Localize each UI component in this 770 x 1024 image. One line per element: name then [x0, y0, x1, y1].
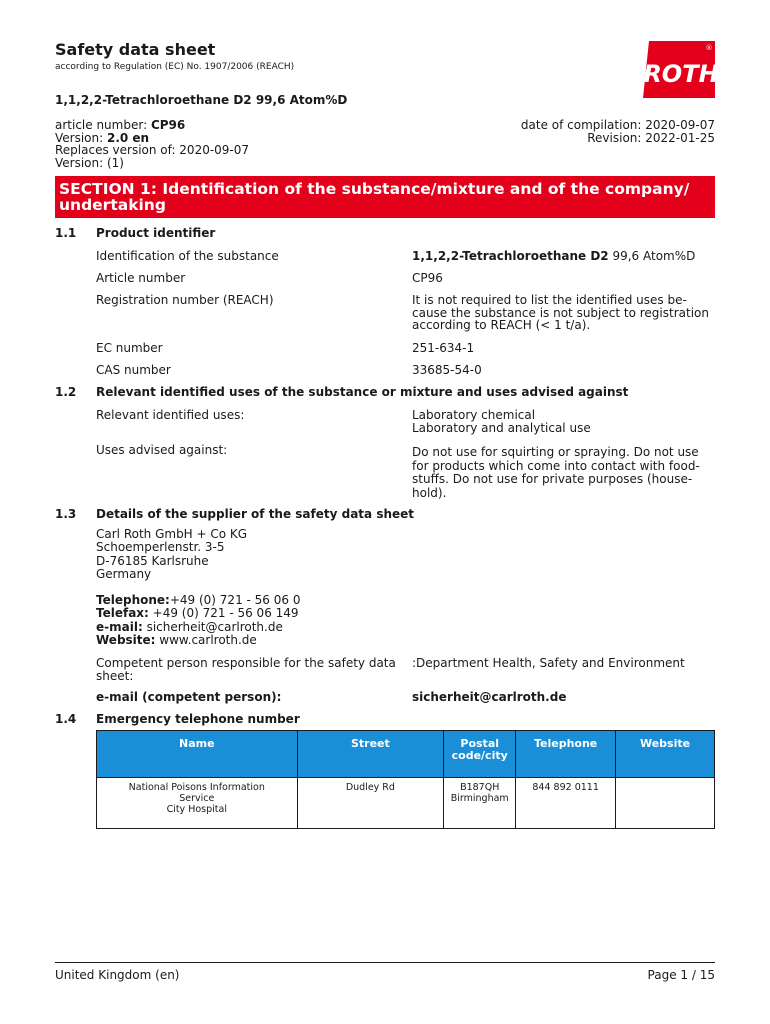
- label-line: sheet:: [96, 668, 134, 683]
- subsection-number: 1.1: [55, 226, 77, 240]
- competent-person-value: :Department Health, Safety and Environment: [412, 656, 685, 670]
- cell-line: National Poisons Information: [128, 782, 265, 793]
- article-number-label: article number:: [55, 118, 151, 132]
- supplier-contacts: [96, 594, 300, 648]
- website-label: Website:: [96, 633, 156, 648]
- article-number-value: CP96: [412, 271, 443, 285]
- old-version-line: Version: (1): [55, 155, 124, 170]
- address-line: Germany: [96, 567, 152, 582]
- telefax-line: [96, 607, 300, 620]
- competent-person-label: [96, 657, 396, 682]
- website-link[interactable]: www.carlroth.de: [155, 633, 257, 648]
- website-line: [96, 634, 300, 647]
- value-line: stuffs. Do not use for private purposes (house-: [412, 472, 693, 486]
- address-line: D-76185 Karlsruhe: [96, 553, 209, 568]
- subsection-number: 1.3: [55, 507, 77, 521]
- email-value[interactable]: sicherheit@carlroth.de: [142, 619, 283, 634]
- competent-email-value[interactable]: sicherheit@carlroth.de: [412, 690, 567, 704]
- roth-logo: [643, 41, 715, 98]
- competent-email-label: e-mail (competent person):: [96, 690, 282, 704]
- substance-name: 1,1,2,2-Tetrachloroethane D2: [412, 249, 609, 263]
- cas-number-value: 33685-54-0: [412, 363, 482, 377]
- column-header-name: Name: [97, 731, 298, 778]
- cell-postal: [444, 778, 516, 829]
- cell-line: City Hospital: [166, 804, 227, 815]
- column-header-street: Street: [297, 731, 444, 778]
- subsection-number: 1.4: [55, 712, 77, 726]
- cell-name: [97, 778, 298, 829]
- subsection-heading-emergency: Emergency telephone number: [96, 712, 300, 726]
- email-line: [96, 621, 300, 634]
- footer-country: United Kingdom (en): [55, 968, 180, 982]
- value-line: Laboratory chemical: [412, 408, 536, 422]
- subsection-heading-supplier: Details of the supplier of the safety data sheet: [96, 507, 415, 521]
- revision-date: Revision: 2022-01-25: [587, 130, 715, 145]
- registration-number-value: [412, 294, 712, 332]
- column-header-website: Website: [616, 731, 715, 778]
- replaces-line: Replaces version of: 2020-09-07: [55, 143, 250, 157]
- uses-advised-against-value: [412, 446, 712, 500]
- version-label: Version:: [55, 130, 107, 145]
- value-line: Do not use for squirting or spraying. Do not use: [412, 445, 699, 459]
- column-header-postal: Postal code/city: [444, 731, 516, 778]
- document-meta-left: [55, 119, 249, 169]
- footer-divider: [55, 962, 715, 963]
- table-row: [97, 778, 715, 829]
- cell-website: [616, 778, 715, 829]
- page-number: Page 1 / 15: [647, 968, 715, 982]
- article-number: CP96: [150, 118, 186, 132]
- address-line: Schoemperlenstr. 3-5: [96, 540, 225, 555]
- label-line: Competent person responsible for the safety data: [96, 656, 396, 670]
- logo-registered: ®: [705, 44, 713, 52]
- document-title: Safety data sheet: [55, 40, 216, 59]
- value-line: hold).: [412, 485, 447, 500]
- version: 2.0 en: [106, 130, 150, 145]
- subsection-number: 1.2: [55, 385, 77, 399]
- subsection-heading-product-identifier: Product identifier: [96, 226, 216, 240]
- value-line: It is not required to list the identified uses be-: [412, 293, 687, 307]
- cell-line: Birmingham: [450, 793, 509, 804]
- substance-purity: 99,6 Atom%D: [608, 249, 696, 263]
- field-label: Registration number (REACH): [96, 293, 274, 307]
- emergency-contacts-table: [96, 730, 715, 829]
- relevant-uses-value: [412, 409, 712, 435]
- telephone-label: Telephone:: [96, 593, 170, 607]
- telephone-line: [96, 594, 300, 607]
- telephone-value: +49 (0) 721 - 56 06 0: [169, 593, 301, 607]
- date-compilation: date of compilation: 2020-09-07: [520, 118, 715, 132]
- cell-line: Service: [179, 793, 215, 804]
- field-label: CAS number: [96, 363, 171, 377]
- column-header-telephone: Telephone: [516, 731, 616, 778]
- ec-number-value: 251-634-1: [412, 341, 475, 355]
- substance-identification: [412, 250, 712, 263]
- address-line: Carl Roth GmbH + Co KG: [96, 527, 248, 541]
- document-subtitle: according to Regulation (EC) No. 1907/2006 (REACH): [55, 62, 295, 72]
- field-label: Article number: [96, 271, 186, 285]
- value-line: according to REACH (< 1 t/a).: [412, 318, 591, 332]
- cell-street: Dudley Rd: [297, 778, 444, 829]
- table-header-row: [97, 731, 715, 778]
- product-name: 1,1,2,2-Tetrachloroethane D2 99,6 Atom%D: [55, 93, 348, 107]
- value-line: for products which come into contact with food-: [412, 458, 700, 473]
- field-label: Uses advised against:: [96, 443, 228, 457]
- field-label: EC number: [96, 341, 163, 355]
- cell-line: B187QH: [460, 782, 500, 793]
- section-1-title: SECTION 1: Identification of the substance/mixture and of the company/ undertaking: [55, 176, 715, 218]
- field-label: Relevant identified uses:: [96, 408, 245, 422]
- email-label: e-mail:: [96, 619, 143, 634]
- field-label: Identification of the substance: [96, 249, 279, 263]
- telefax-label: Telefax:: [96, 606, 149, 621]
- telefax-value: +49 (0) 721 - 56 06 149: [148, 606, 299, 621]
- value-line: cause the substance is not subject to registration: [412, 305, 709, 320]
- subsection-heading-uses: Relevant identified uses of the substance or mixture and uses advised against: [96, 385, 629, 399]
- value-line: Laboratory and analytical use: [412, 421, 591, 435]
- cell-telephone: 844 892 0111: [516, 778, 616, 829]
- logo-text: ROTH: [643, 60, 715, 88]
- document-meta-right: [521, 119, 715, 144]
- supplier-address: [96, 528, 247, 582]
